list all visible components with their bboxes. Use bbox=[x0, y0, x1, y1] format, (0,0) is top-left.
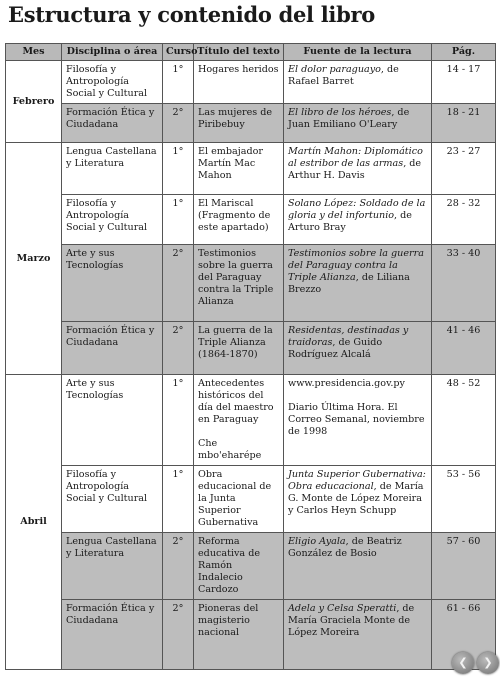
titulo-text: Antecedentes históricos del día del maestro en Paraguay bbox=[198, 378, 274, 425]
disciplina-cell: Filosofía y Antropología Social y Cultural bbox=[62, 195, 163, 245]
titulo-cell: Hogares heridos bbox=[194, 61, 284, 104]
curso-cell: 2° bbox=[163, 104, 194, 143]
table-row bbox=[6, 143, 496, 195]
disciplina-cell: Formación Ética y Ciudadana bbox=[62, 600, 163, 670]
fuente-cell bbox=[284, 143, 432, 195]
pagina-cell: 18 - 21 bbox=[432, 104, 496, 143]
disciplina-cell: Arte y sus Tecnologías bbox=[62, 375, 163, 466]
curso-cell: 1° bbox=[163, 195, 194, 245]
table-row bbox=[6, 600, 496, 670]
pagina-cell: 23 - 27 bbox=[432, 143, 496, 195]
fuente-italic: Junta Superior Gubernativa: Obra educacional bbox=[288, 469, 426, 492]
fuente-cell bbox=[284, 104, 432, 143]
month-cell-abril: Abril bbox=[6, 375, 62, 670]
curso-cell: 1° bbox=[163, 143, 194, 195]
curso-cell: 1° bbox=[163, 466, 194, 533]
fuente-rest: , de Beatriz González de Bosio bbox=[288, 536, 402, 559]
titulo-cell: Las mujeres de Piribebuy bbox=[194, 104, 284, 143]
titulo-cell: Pioneras del magisterio nacional bbox=[194, 600, 284, 670]
fuente-rest: , de Arthur H. Davis bbox=[288, 158, 422, 181]
pagina-cell: 53 - 56 bbox=[432, 466, 496, 533]
fuente-italic: Solano López: Soldado de la gloria y del infortunio bbox=[288, 198, 426, 221]
disciplina-cell: Filosofía y Antropología Social y Cultural bbox=[62, 466, 163, 533]
fuente-cell bbox=[284, 533, 432, 600]
fuente-rest: , de Guido Rodríguez Alcalá bbox=[288, 337, 383, 360]
curso-cell: 2° bbox=[163, 322, 194, 375]
fuente-rest: , de María G. Monte de López Moreira y Carlos Heyn Schupp bbox=[288, 481, 424, 516]
pagina-cell: 28 - 32 bbox=[432, 195, 496, 245]
table-row bbox=[6, 61, 496, 104]
fuente-cell bbox=[284, 600, 432, 670]
titulo-cell: La guerra de la Triple Alianza (1864-1870) bbox=[194, 322, 284, 375]
fuente-line-1: www.presidencia.gov.py bbox=[288, 378, 405, 389]
pagina-cell: 33 - 40 bbox=[432, 245, 496, 322]
disciplina-cell: Lengua Castellana y Literatura bbox=[62, 143, 163, 195]
fuente-cell bbox=[284, 61, 432, 104]
header-fuente: Fuente de la lectura bbox=[284, 44, 432, 61]
curso-cell: 1° bbox=[163, 375, 194, 466]
table-row bbox=[6, 375, 496, 466]
pagina-cell: 48 - 52 bbox=[432, 375, 496, 466]
fuente-italic: Adela y Celsa Speratti bbox=[288, 603, 397, 614]
fuente-rest: , de Liliana Brezzo bbox=[288, 272, 410, 295]
table-row bbox=[6, 533, 496, 600]
fuente-cell bbox=[284, 245, 432, 322]
table-row bbox=[6, 195, 496, 245]
curso-cell: 2° bbox=[163, 600, 194, 670]
fuente-line-2: Diario Última Hora. El Correo Semanal, noviembre de 1998 bbox=[288, 402, 425, 437]
fuente-cell bbox=[284, 375, 432, 466]
fuente-rest: , de Arturo Bray bbox=[288, 210, 412, 233]
table-row bbox=[6, 104, 496, 143]
table-row bbox=[6, 466, 496, 533]
fuente-italic: Eligio Ayala bbox=[288, 536, 346, 547]
disciplina-cell: Filosofía y Antropología Social y Cultural bbox=[62, 61, 163, 104]
disciplina-cell: Formación Ética y Ciudadana bbox=[62, 104, 163, 143]
fuente-rest: , de Juan Emiliano O'Leary bbox=[288, 107, 410, 130]
month-cell-marzo: Marzo bbox=[6, 143, 62, 375]
disciplina-cell: Formación Ética y Ciudadana bbox=[62, 322, 163, 375]
pagina-cell: 14 - 17 bbox=[432, 61, 496, 104]
pagina-cell: 61 - 66 bbox=[432, 600, 496, 670]
fuente-rest: , de María Graciela Monte de López Moreira bbox=[288, 603, 415, 638]
fuente-italic: Testimonios sobre la guerra del Paraguay contra la Triple Alianza bbox=[288, 248, 424, 283]
disciplina-cell: Arte y sus Tecnologías bbox=[62, 245, 163, 322]
month-cell-febrero: Febrero bbox=[6, 61, 62, 143]
header-pagina: Pág. bbox=[432, 44, 496, 61]
fuente-italic: El dolor paraguayo bbox=[288, 64, 381, 75]
disciplina-cell: Lengua Castellana y Literatura bbox=[62, 533, 163, 600]
header-curso: Curso bbox=[163, 44, 194, 61]
titulo-cell: Testimonios sobre la guerra del Paraguay contra la Triple Alianza bbox=[194, 245, 284, 322]
titulo-cell: El embajador Martín Mac Mahon bbox=[194, 143, 284, 195]
page-title: Estructura y contenido del libro bbox=[8, 2, 375, 27]
fuente-italic: Martín Mahon: Diplomático al estribor de las armas bbox=[288, 146, 423, 169]
pagina-cell: 57 - 60 bbox=[432, 533, 496, 600]
titulo-cell: Reforma educativa de Ramón Indalecio Cardozo bbox=[194, 533, 284, 600]
header-mes: Mes bbox=[6, 44, 62, 61]
curso-cell: 1° bbox=[163, 61, 194, 104]
curso-cell: 2° bbox=[163, 245, 194, 322]
chevron-left-icon[interactable]: ❮ bbox=[452, 652, 474, 674]
curso-cell: 2° bbox=[163, 533, 194, 600]
header-titulo: Título del texto bbox=[194, 44, 284, 61]
chevron-right-icon[interactable]: ❯ bbox=[477, 652, 499, 674]
header-disciplina: Disciplina o área bbox=[62, 44, 163, 61]
fuente-italic: El libro de los héroes bbox=[288, 107, 392, 118]
fuente-cell bbox=[284, 195, 432, 245]
table-row bbox=[6, 322, 496, 375]
titulo-cell: Obra educacional de la Junta Superior Gubernativa bbox=[194, 466, 284, 533]
pagina-cell: 41 - 46 bbox=[432, 322, 496, 375]
fuente-rest: , de Rafael Barret bbox=[288, 64, 399, 87]
titulo-extra: Che mbo'eharépe bbox=[198, 438, 262, 461]
fuente-cell bbox=[284, 466, 432, 533]
titulo-cell: El Mariscal (Fragmento de este apartado) bbox=[194, 195, 284, 245]
titulo-cell bbox=[194, 375, 284, 466]
header-row bbox=[6, 44, 496, 61]
fuente-cell bbox=[284, 322, 432, 375]
contents-table bbox=[5, 43, 496, 670]
fuente-italic: Residentas, destinadas y traidoras bbox=[288, 325, 409, 348]
table-row bbox=[6, 245, 496, 322]
